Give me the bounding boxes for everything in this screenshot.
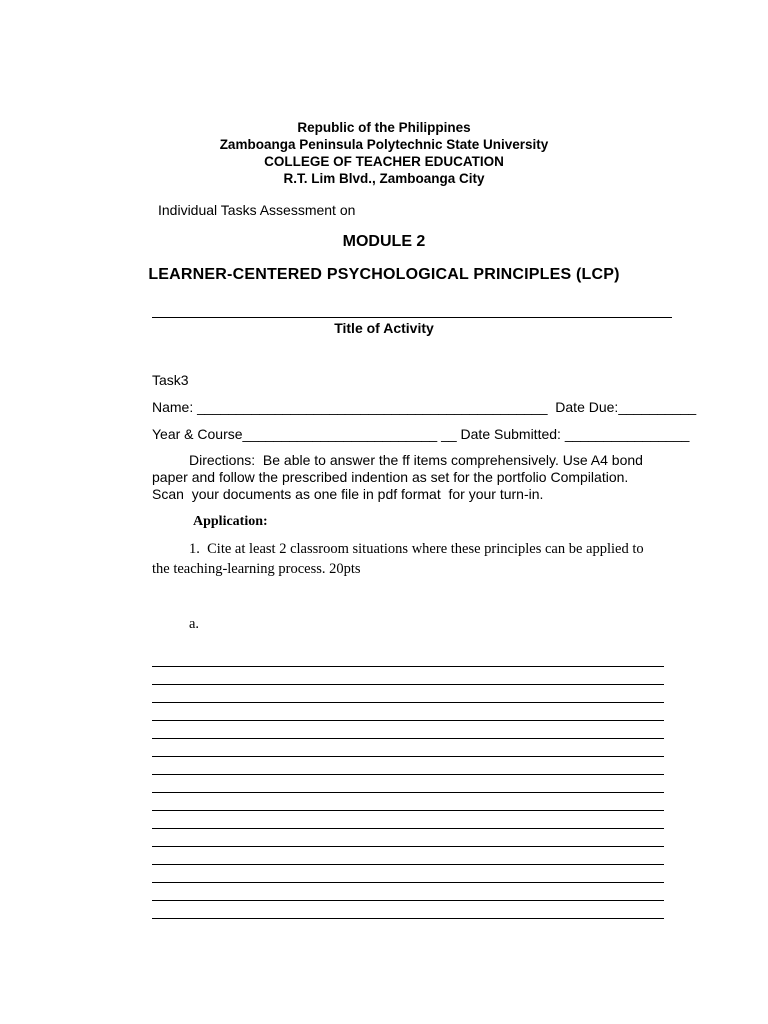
- answer-line: [152, 792, 664, 793]
- answer-line: [152, 738, 664, 739]
- header-university: Zamboanga Peninsula Polytechnic State University: [219, 137, 549, 152]
- answer-line: [152, 684, 664, 685]
- answer-line: [152, 810, 664, 811]
- answer-line: [152, 864, 664, 865]
- answer-line: [152, 666, 664, 667]
- activity-title: Title of Activity: [334, 320, 434, 336]
- application-heading: Application:: [193, 514, 268, 529]
- answer-line: [152, 846, 664, 847]
- task-label: Task3: [152, 372, 189, 388]
- directions-line-2: paper and follow the prescribed indention as set for the portfolio Compilation.: [152, 469, 629, 485]
- header-college: COLLEGE OF TEACHER EDUCATION: [264, 154, 504, 169]
- answer-line: [152, 882, 664, 883]
- directions-line-3: Scan your documents as one file in pdf format for your turn-in.: [152, 486, 544, 502]
- header-address: R.T. Lim Blvd., Zamboanga City: [283, 171, 485, 186]
- answer-line: [152, 900, 664, 901]
- year-course-field: Year & Course_________________________ __ Date Submitted: ________________: [152, 426, 690, 442]
- answer-line: [152, 918, 664, 919]
- question-1-line-1: 1. Cite at least 2 classroom situations where these principles can be applied to: [189, 541, 644, 557]
- module-number: MODULE 2: [342, 233, 426, 250]
- answer-line: [152, 756, 664, 757]
- activity-title-line: [152, 317, 672, 318]
- answer-line: [152, 720, 664, 721]
- answer-line: [152, 828, 664, 829]
- name-field: Name: _____________________________________________ Date Due:__________: [152, 399, 697, 415]
- assessment-label: Individual Tasks Assessment on: [158, 202, 356, 218]
- header-country: Republic of the Philippines: [297, 120, 471, 135]
- directions-line-1: Directions: Be able to answer the ff items comprehensively. Use A4 bond: [189, 452, 643, 468]
- answer-line: [152, 702, 664, 703]
- sub-item-a: a.: [189, 616, 200, 632]
- answer-line: [152, 774, 664, 775]
- question-1-line-2: the teaching-learning process. 20pts: [152, 561, 361, 577]
- module-title: LEARNER-CENTERED PSYCHOLOGICAL PRINCIPLES (LCP): [148, 266, 620, 283]
